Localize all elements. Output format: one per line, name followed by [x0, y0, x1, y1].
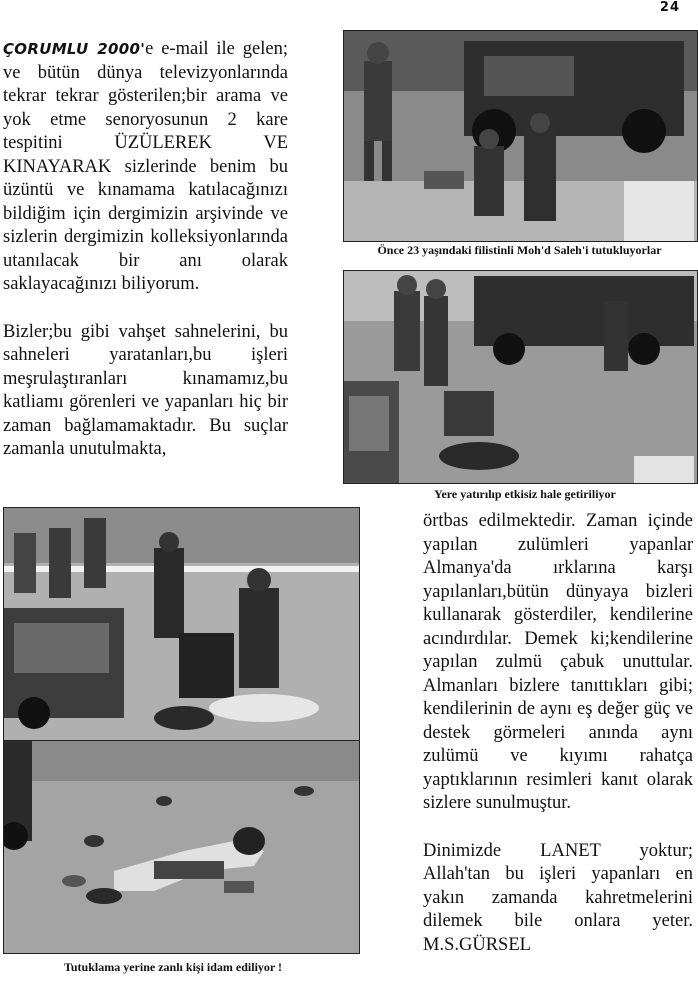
photo-caption-1: Önce 23 yaşındaki filistinli Moh'd Saleh'i tutukluyorlar [377, 243, 662, 257]
article-right-column [423, 510, 693, 957]
second-paragraph-start: Bizler;bu gibi vahşet sahnelerini, bu sahneleri yaratanları,bu işleri meşrulaştıranları kınamamız,bu katliamı görenleri ve yapanları hiç bir zaman bağlamamaktadır. Bu suçlar zamanla unutulmakta, [3, 321, 288, 459]
photo-body-on-street [3, 740, 360, 954]
photo-search-street [3, 507, 360, 749]
magazine-brand: ÇORUMLU 2000' [3, 40, 146, 58]
second-paragraph-end: örtbas edilmektedir. Zaman içinde yapılan zulümleri yapanlar Almanya'da ırklarına karşı yapılanları,bütün dünyaya bizleri kullanarak gösterdiler, kendilerine acındırdılar. Demek ki;kendilerine yapılan zulmü çabuk unuttular. Almanları bizlere tanıttıkları gibi; kendilerinin de aynı eş değer güç ve destek görmeleri anında aynı zulümü ve kıyımı rahatça yaptıklarının resimleri kanıt olarak sizlere sunulmuştur. [423, 511, 693, 813]
intro-text: e e-mail ile gelen; ve bütün dünya televizyonlarında tekrar tekrar gösterilen;bir arama ve yok etme senoryosunun 2 kare tespitini ÜZÜLEREK VE KINAYARAK sizlerinde benim bu üzüntü ve kınamama katılacağınızı bildiğim için dergimizin arşivinde ve sizlerin dergimizin kolleksiyonlarında utanılacak bir anı olarak saklayacağınızı biliyorum. [3, 39, 288, 294]
photo-man-on-ground [343, 270, 698, 484]
article-left-column [3, 38, 288, 462]
photo-caption-2: Yere yatırılıp etkisiz hale getiriliyor [434, 487, 616, 501]
closing-paragraph: Dinimizde LANET yoktur; Allah'tan bu işleri yapanları en yakın zamanda kahretmelerini dilemek bile onlara yeter. M.S.GÜRSEL [423, 840, 693, 955]
photo-soldiers-jeep [343, 30, 698, 242]
page-number: 24 [659, 0, 680, 15]
intro-paragraph [3, 38, 288, 297]
photo-caption-4: Tutuklama yerine zanlı kişi idam ediliyor ! [63, 960, 283, 974]
